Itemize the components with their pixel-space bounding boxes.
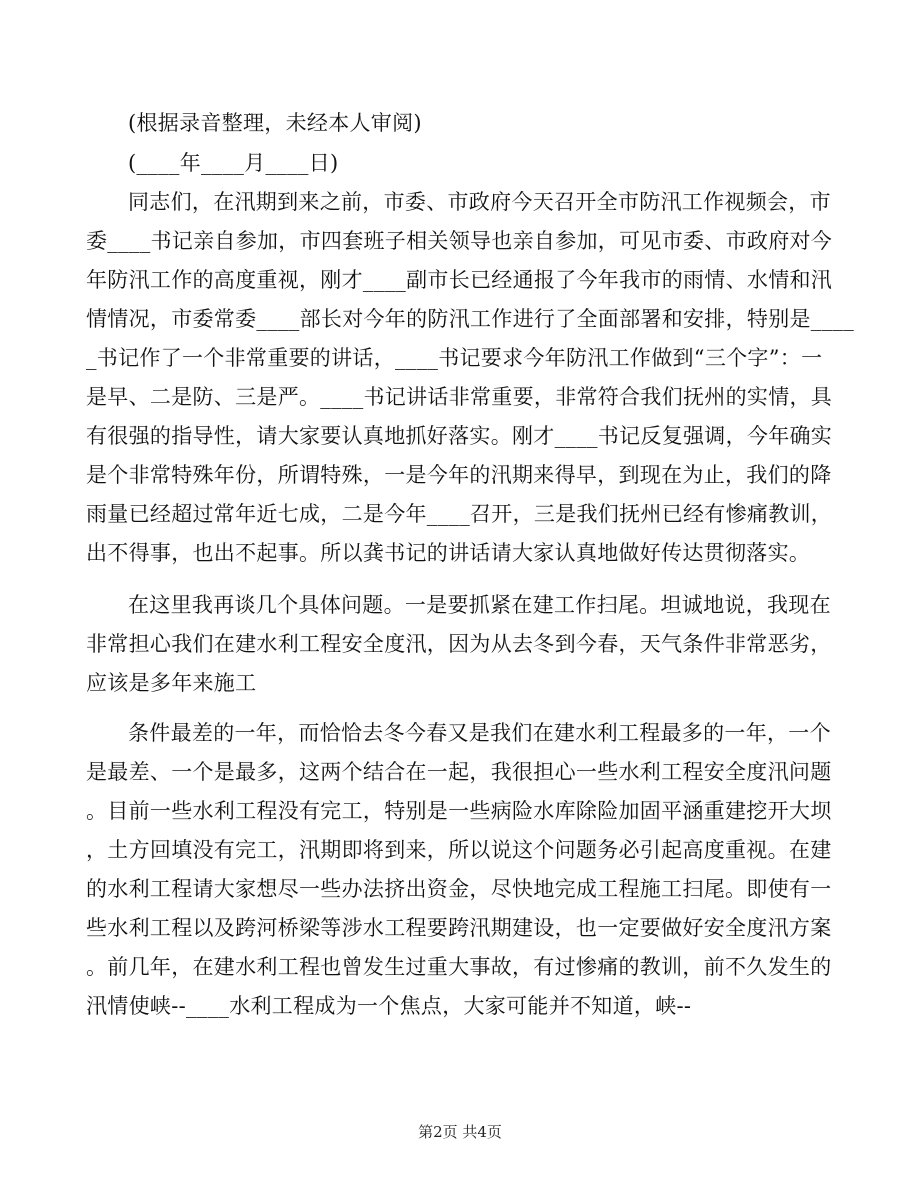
text-line: 条件最差的一年，而恰恰去冬今春又是我们在建水利工程最多的一年，一个 [128,721,831,745]
text-line: 。前几年，在建水利工程也曾发生过重大事故，有过惨痛的教训，前不久发生的 [86,955,832,979]
text-line: 是最差、一个是最多，这两个结合在一起，我很担心一些水利工程安全度汛问题 [86,760,832,784]
text-line: 情情况，市委常委____部长对今年的防汛工作进行了全面部署和安排，特别是____ [86,307,854,331]
text-line: 年防汛工作的高度重视，刚才____副市长已经通报了今年我市的雨情、水情和汛 [86,268,833,292]
text-line: 汛情使峡--____水利工程成为一个焦点，大家可能并不知道，峡-- [86,994,692,1018]
text-line: 是早、二是防、三是严。____书记讲话非常重要，非常符合我们抚州的实情，具 [86,385,833,409]
text-line: (____年____月____日) [128,151,339,175]
text-line: 同志们，在汛期到来之前，市委、市政府今天召开全市防汛工作视频会，市 [128,190,831,214]
text-line: 雨量已经超过常年近七成，二是今年____召开，三是我们抚州已经有惨痛教训， [86,502,833,526]
page-number: 第2页 共4页 [418,1123,502,1141]
text-line: 有很强的指导性，请大家要认真地抓好落实。刚才____书记反复强调，今年确实 [86,424,833,448]
text-line: 应该是多年来施工 [86,671,257,695]
text-line: 些水利工程以及跨河桥梁等涉水工程要跨汛期建设，也一定要做好安全度汛方案 [86,916,832,940]
text-line: 的水利工程请大家想尽一些办法挤出资金，尽快地完成工程施工扫尾。即使有一 [86,877,832,901]
text-line: 委____书记亲自参加，市四套班子相关领导也亲自参加，可见市委、市政府对今 [86,229,833,253]
text-line: 是个非常特殊年份，所谓特殊，一是今年的汛期来得早，到现在为止，我们的降 [86,463,832,487]
text-line: _书记作了一个非常重要的讲话，____书记要求今年防汛工作做到“三个字”：一 [86,346,823,370]
text-line: 出不得事，也出不起事。所以龚书记的讲话请大家认真地做好传达贯彻落实。 [86,541,811,565]
text-line: (根据录音整理，未经本人审阅) [128,111,422,135]
text-line: 。目前一些水利工程没有完工，特别是一些病险水库除险加固平涵重建挖开大坝 [86,799,832,823]
text-line: 非常担心我们在建水利工程安全度汛，因为从去冬到今春，天气条件非常恶劣， [86,632,832,656]
text-line: ，土方回填没有完工，汛期即将到来，所以说这个问题务必引起高度重视。在建 [86,838,832,862]
text-line: 在这里我再谈几个具体问题。一是要抓紧在建工作扫尾。坦诚地说，我现在 [128,593,831,617]
